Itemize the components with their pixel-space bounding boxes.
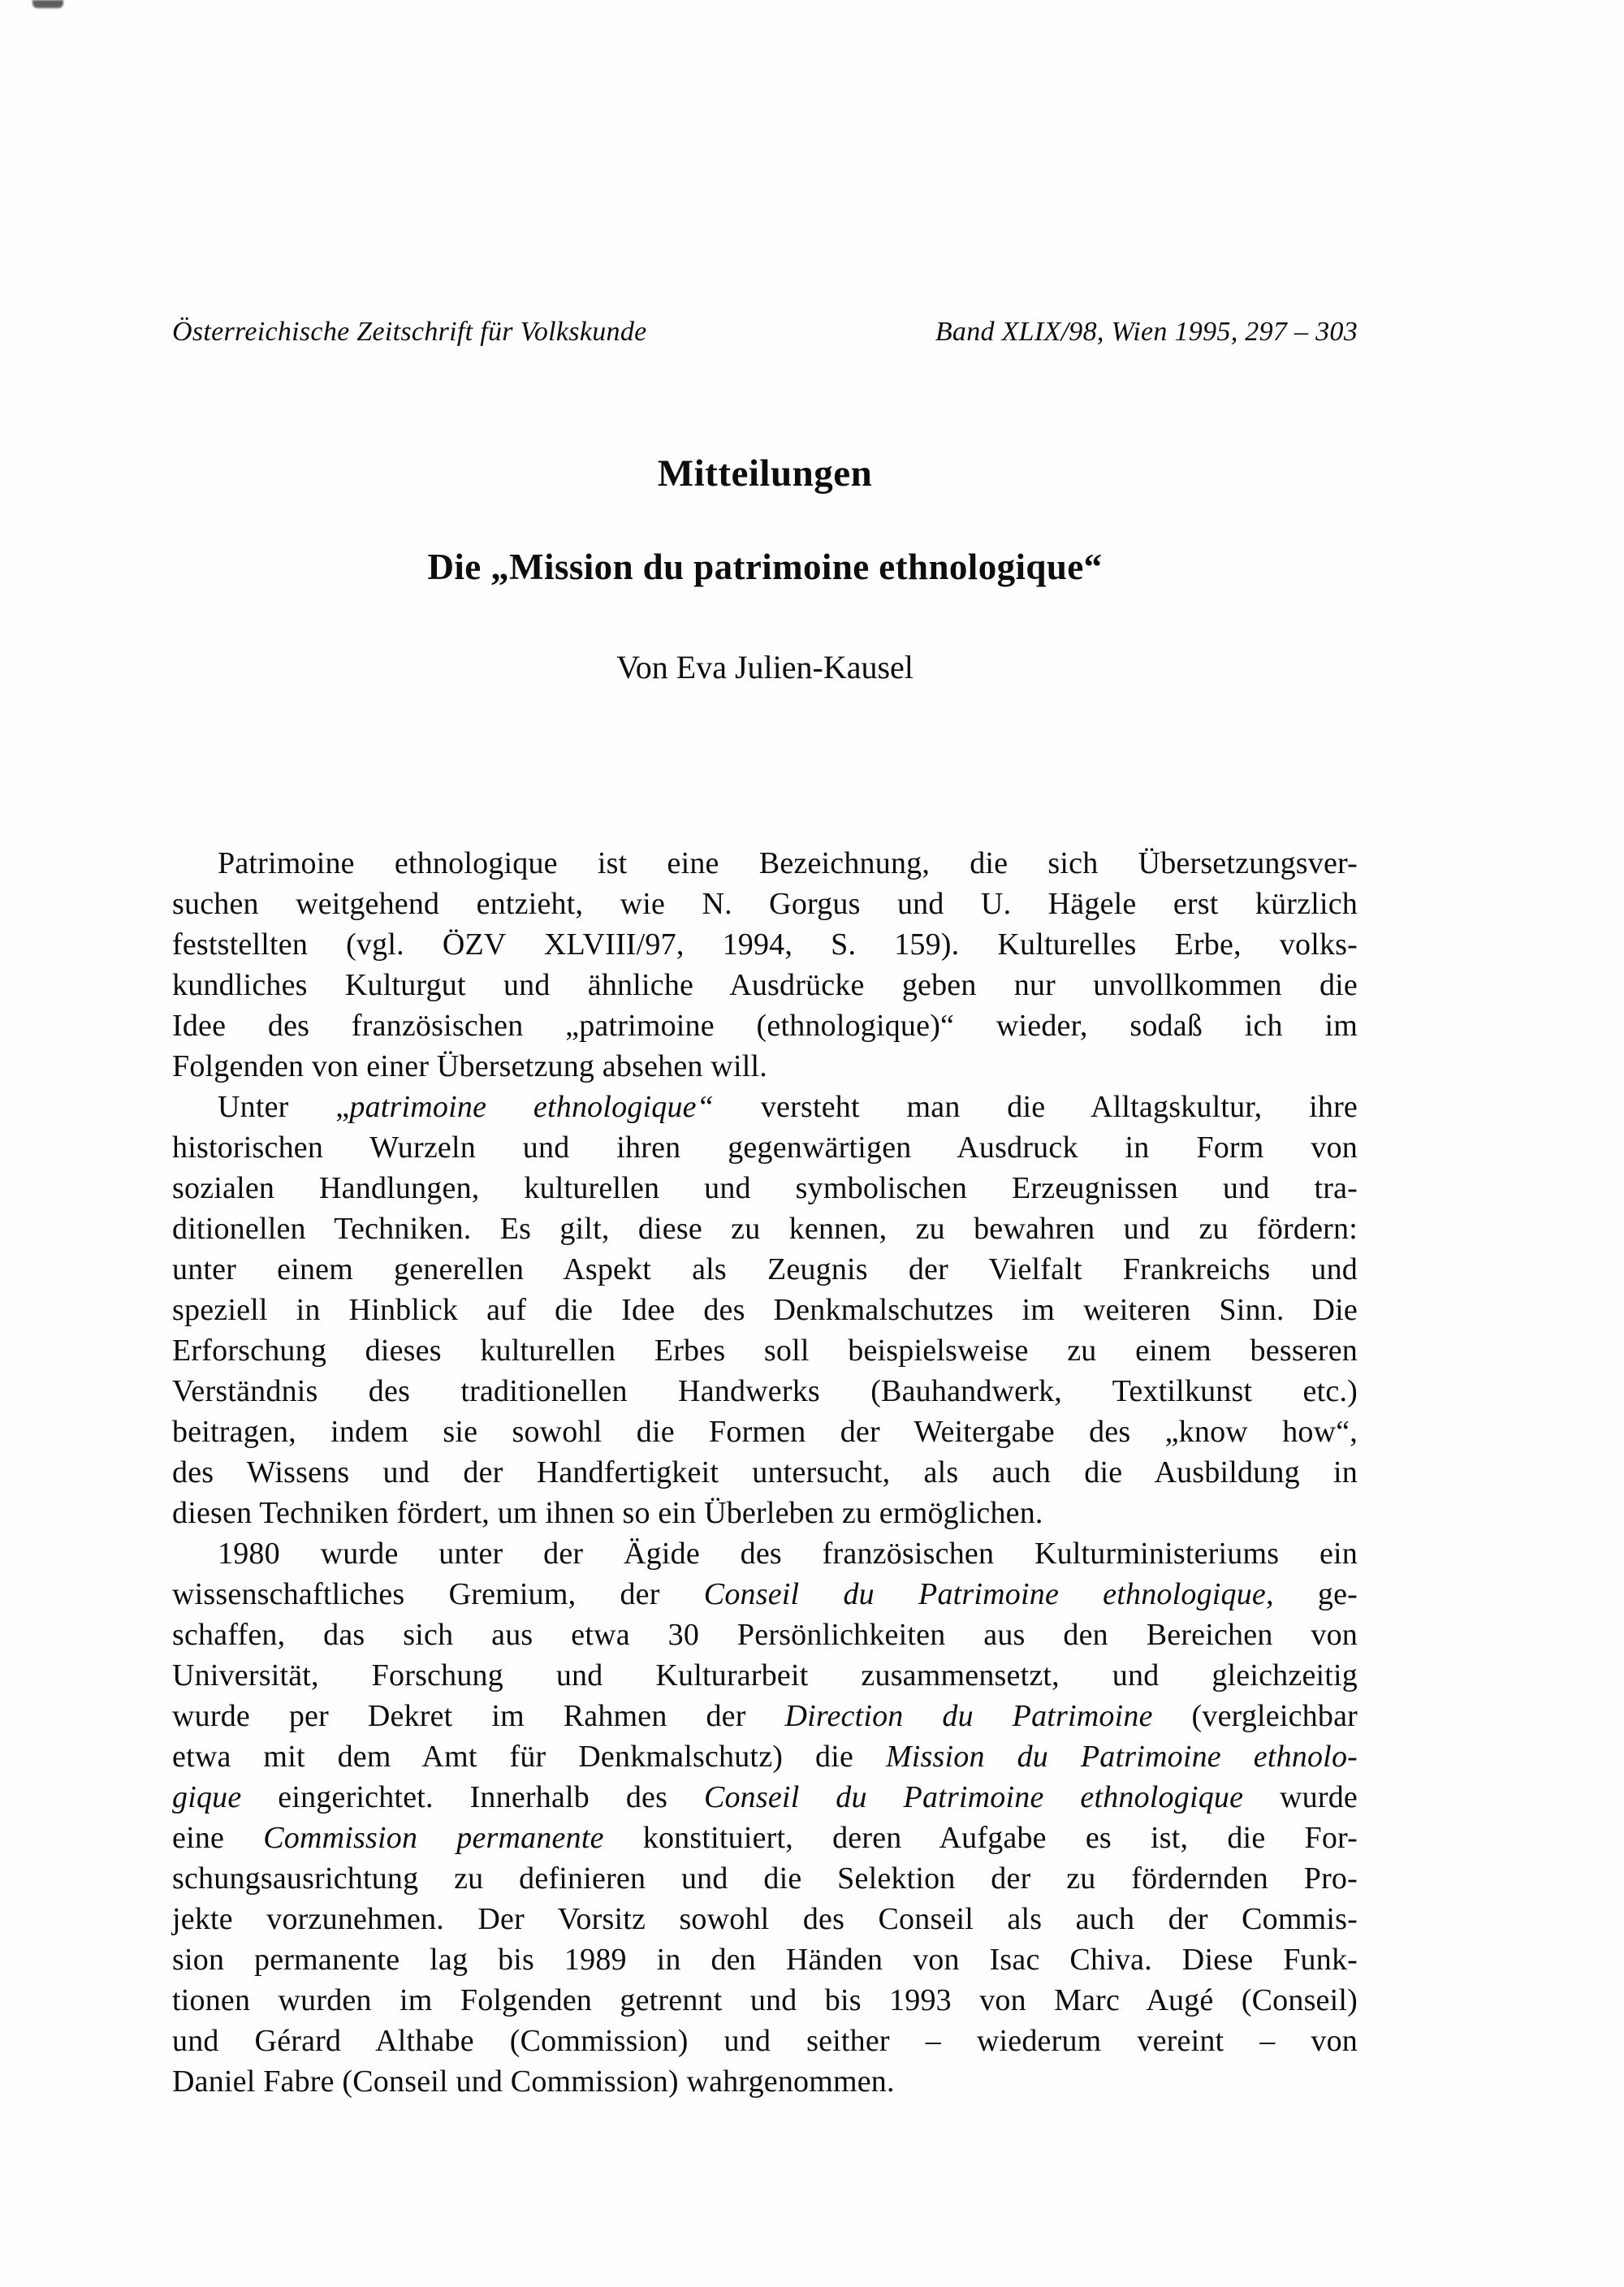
- running-head: [172, 317, 1358, 348]
- text-line: unter einem generellen Aspekt als Zeugnis der Vielfalt Frankreichs und: [172, 1252, 1358, 1286]
- article-body: [172, 843, 1358, 2102]
- text-line: etwa mit dem Amt für Denkmalschutz) die Mission du Patrimoine ethnolo-: [172, 1740, 1358, 1774]
- text-line: tionen wurden im Folgenden getrennt und bis 1993 von Marc Augé (Conseil): [172, 1983, 1358, 2017]
- italic-phrase: Commission permanente: [263, 1821, 604, 1855]
- text-line: schungsausrichtung zu definieren und die Selektion der zu fördernden Pro-: [172, 1861, 1358, 1896]
- text-line: Patrimoine ethnologique ist eine Bezeichnung, die sich Übersetzungsver-: [218, 846, 1358, 880]
- text-line: kundliches Kulturgut und ähnliche Ausdrücke geben nur unvollkommen die: [172, 968, 1358, 1002]
- article-title: Die „Mission du patrimoine ethnologique“: [427, 547, 1103, 587]
- text-line: Daniel Fabre (Conseil und Commission) wahrgenommen.: [172, 2064, 895, 2099]
- paragraph: [172, 1533, 1358, 2102]
- text-line: sozialen Handlungen, kulturellen und symbolischen Erzeugnissen und tra-: [172, 1171, 1358, 1205]
- paragraph: [172, 843, 1358, 1087]
- text-line: des Wissens und der Handfertigkeit untersucht, als auch die Ausbildung in: [172, 1455, 1358, 1489]
- text-line: Universität, Forschung und Kulturarbeit zusammensetzt, und gleichzeitig: [172, 1658, 1358, 1693]
- italic-phrase: Mission du Patrimoine ethnolo-: [885, 1740, 1358, 1774]
- issue-info: Band XLIX/98, Wien 1995, 297 – 303: [935, 317, 1358, 347]
- italic-phrase: Direction du Patrimoine: [784, 1699, 1153, 1733]
- text-line: schaffen, das sich aus etwa 30 Persönlichkeiten aus den Bereichen von: [172, 1618, 1358, 1652]
- text-line: historischen Wurzeln und ihren gegenwärtigen Ausdruck in Form von: [172, 1131, 1358, 1165]
- author-line: Von Eva Julien-Kausel: [616, 649, 914, 685]
- italic-phrase: Conseil du Patrimoine ethnologique,: [703, 1577, 1274, 1611]
- text-line: speziell in Hinblick auf die Idee des Denkmalschutzes im weiteren Sinn. Die: [172, 1293, 1358, 1327]
- text-line: 1980 wurde unter der Ägide des französischen Kulturministeriums ein: [218, 1537, 1358, 1571]
- journal-name: Österreichische Zeitschrift für Volkskunde: [172, 317, 647, 347]
- text-line: ditionellen Techniken. Es gilt, diese zu kennen, zu bewahren und zu fördern:: [172, 1212, 1358, 1246]
- scan-artifact: [32, 0, 63, 8]
- text-line: Folgenden von einer Übersetzung absehen will.: [172, 1049, 767, 1083]
- text-line: jekte vorzunehmen. Der Vorsitz sowohl des Conseil als auch der Commis-: [172, 1902, 1358, 1936]
- text-line: Verständnis des traditionellen Handwerks (Bauhandwerk, Textilkunst etc.): [172, 1374, 1358, 1408]
- text-line: wurde per Dekret im Rahmen der Direction du Patrimoine (vergleichbar: [172, 1699, 1358, 1733]
- text-line: beitragen, indem sie sowohl die Formen der Weitergabe des „know how“,: [172, 1415, 1358, 1449]
- text-line: suchen weitgehend entzieht, wie N. Gorgus und U. Hägele erst kürzlich: [172, 887, 1358, 921]
- text-line: Unter „patrimoine ethnologique“ versteht man die Alltagskultur, ihre: [218, 1090, 1358, 1124]
- text-line: gique eingerichtet. Innerhalb des Conseil du Patrimoine ethnologique wurde: [172, 1780, 1358, 1814]
- italic-phrase: Conseil du Patrimoine ethnologique: [703, 1780, 1244, 1814]
- text-line: sion permanente lag bis 1989 in den Händen von Isac Chiva. Diese Funk-: [172, 1943, 1358, 1977]
- text-line: eine Commission permanente konstituiert, deren Aufgabe es ist, die For-: [172, 1821, 1358, 1855]
- text-line: und Gérard Althabe (Commission) und seither – wiederum vereint – von: [172, 2024, 1358, 2058]
- italic-phrase: gique: [172, 1780, 242, 1814]
- text-line: wissenschaftliches Gremium, der Conseil du Patrimoine ethnologique, ge-: [172, 1577, 1358, 1611]
- section-title: Mitteilungen: [657, 452, 873, 495]
- text-line: diesen Techniken fördert, um ihnen so ein Überleben zu ermöglichen.: [172, 1496, 1043, 1530]
- text-line: feststellten (vgl. ÖZV XLVIII/97, 1994, S. 159). Kulturelles Erbe, volks-: [172, 927, 1358, 962]
- paragraph: [172, 1087, 1358, 1533]
- text-line: Erforschung dieses kulturellen Erbes soll beispielsweise zu einem besseren: [172, 1334, 1358, 1368]
- text-line: Idee des französischen „patrimoine (ethnologique)“ wieder, sodaß ich im: [172, 1009, 1358, 1043]
- italic-phrase: patrimoine ethnologique“: [349, 1090, 715, 1124]
